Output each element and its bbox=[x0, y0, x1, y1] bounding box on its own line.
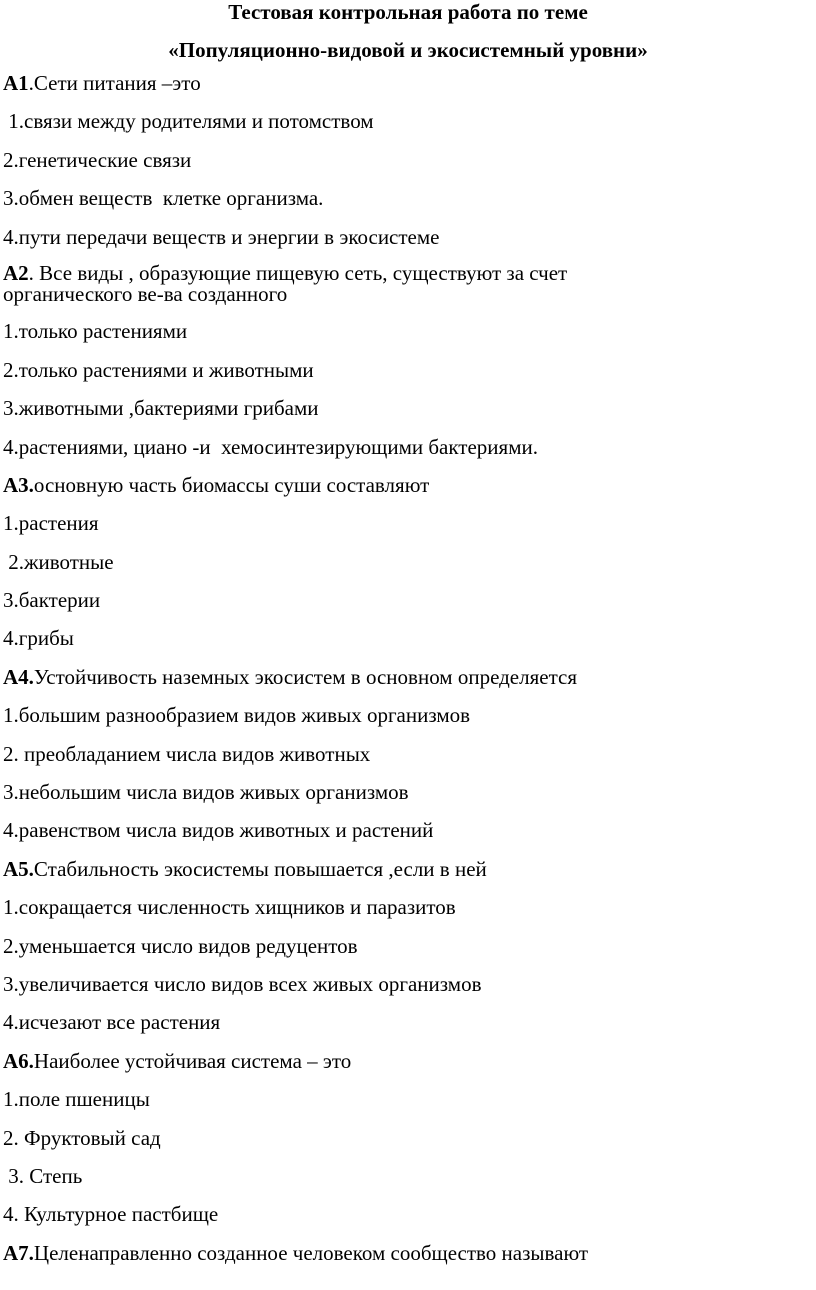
question-a3 bbox=[3, 473, 816, 497]
question-text: Стабильность экосистемы повышается ,если в ней bbox=[33, 856, 487, 881]
answer-option: 2. преобладанием числа видов животных bbox=[3, 741, 371, 766]
question-a4 bbox=[3, 665, 816, 689]
answer-option: 2.животные bbox=[3, 549, 114, 574]
question-label: А5. bbox=[3, 856, 34, 881]
question-text: Наиболее устойчивая система – это bbox=[33, 1048, 352, 1073]
question-label: А1 bbox=[3, 71, 29, 95]
answer-option: 4. Культурное пастбище bbox=[3, 1202, 219, 1227]
answer-option: 1.сокращается численность хищников и паразитов bbox=[3, 895, 456, 920]
question-label: А2 bbox=[3, 260, 29, 285]
question-a5 bbox=[3, 857, 816, 881]
answer-option: 3.небольшим числа видов живых организмов bbox=[3, 780, 409, 805]
answer-option: 2.уменьшается число видов редуцентов bbox=[3, 933, 358, 958]
answer-option: 4.пути передачи веществ и энергии в экосистеме bbox=[3, 224, 440, 249]
answer-option: 1.связи между родителями и потомством bbox=[3, 109, 374, 134]
question-label: А6. bbox=[3, 1048, 34, 1073]
question-text: Целенаправленно созданное человеком сообщество называют bbox=[33, 1240, 589, 1265]
answer-option: 2.только растениями и животными bbox=[3, 357, 314, 382]
answer-option: 3.животными ,бактериями грибами bbox=[3, 396, 319, 421]
question-text: .Сети питания –это bbox=[28, 71, 201, 95]
answer-option: 1.только растениями bbox=[3, 319, 188, 344]
answer-option: 3.увеличивается число видов всех живых организмов bbox=[3, 971, 482, 996]
question-a2 bbox=[3, 260, 683, 306]
question-a7 bbox=[3, 1241, 816, 1265]
answer-option: 1.растения bbox=[3, 511, 99, 536]
question-text: . Все виды , образующие пищевую сеть, существуют за счет органического ве-ва созданного bbox=[3, 260, 568, 306]
question-label: А4. bbox=[3, 664, 34, 689]
answer-option: 2. Фруктовый сад bbox=[3, 1125, 161, 1150]
question-a1 bbox=[3, 71, 816, 95]
answer-option: 3.бактерии bbox=[3, 588, 101, 613]
answer-option: 2.генетические связи bbox=[3, 147, 192, 172]
answer-option: 1.большим разнообразием видов живых организмов bbox=[3, 703, 471, 728]
question-a6 bbox=[3, 1049, 816, 1073]
question-label: А3. bbox=[3, 472, 34, 497]
question-label: А7. bbox=[3, 1240, 34, 1265]
answer-option: 3. Степь bbox=[3, 1163, 83, 1188]
answer-option: 4.грибы bbox=[3, 626, 74, 651]
document-title-line-1: Тестовая контрольная работа по теме bbox=[228, 0, 588, 24]
question-text: Устойчивость наземных экосистем в основном определяется bbox=[33, 664, 577, 689]
answer-option: 1.поле пшеницы bbox=[3, 1087, 150, 1112]
answer-option: 4.растениями, циано -и хемосинтезирующими бактериями. bbox=[3, 434, 538, 459]
question-text: основную часть биомассы суши составляют bbox=[33, 472, 430, 497]
answer-option: 4.равенством числа видов животных и растений bbox=[3, 818, 434, 843]
questions-list bbox=[0, 71, 816, 1265]
answer-option: 4.исчезают все растения bbox=[3, 1010, 221, 1035]
document-title-line-2: «Популяционно-видовой и экосистемный уровни» bbox=[168, 38, 648, 62]
answer-option: 3.обмен веществ клетке организма. bbox=[3, 186, 324, 211]
